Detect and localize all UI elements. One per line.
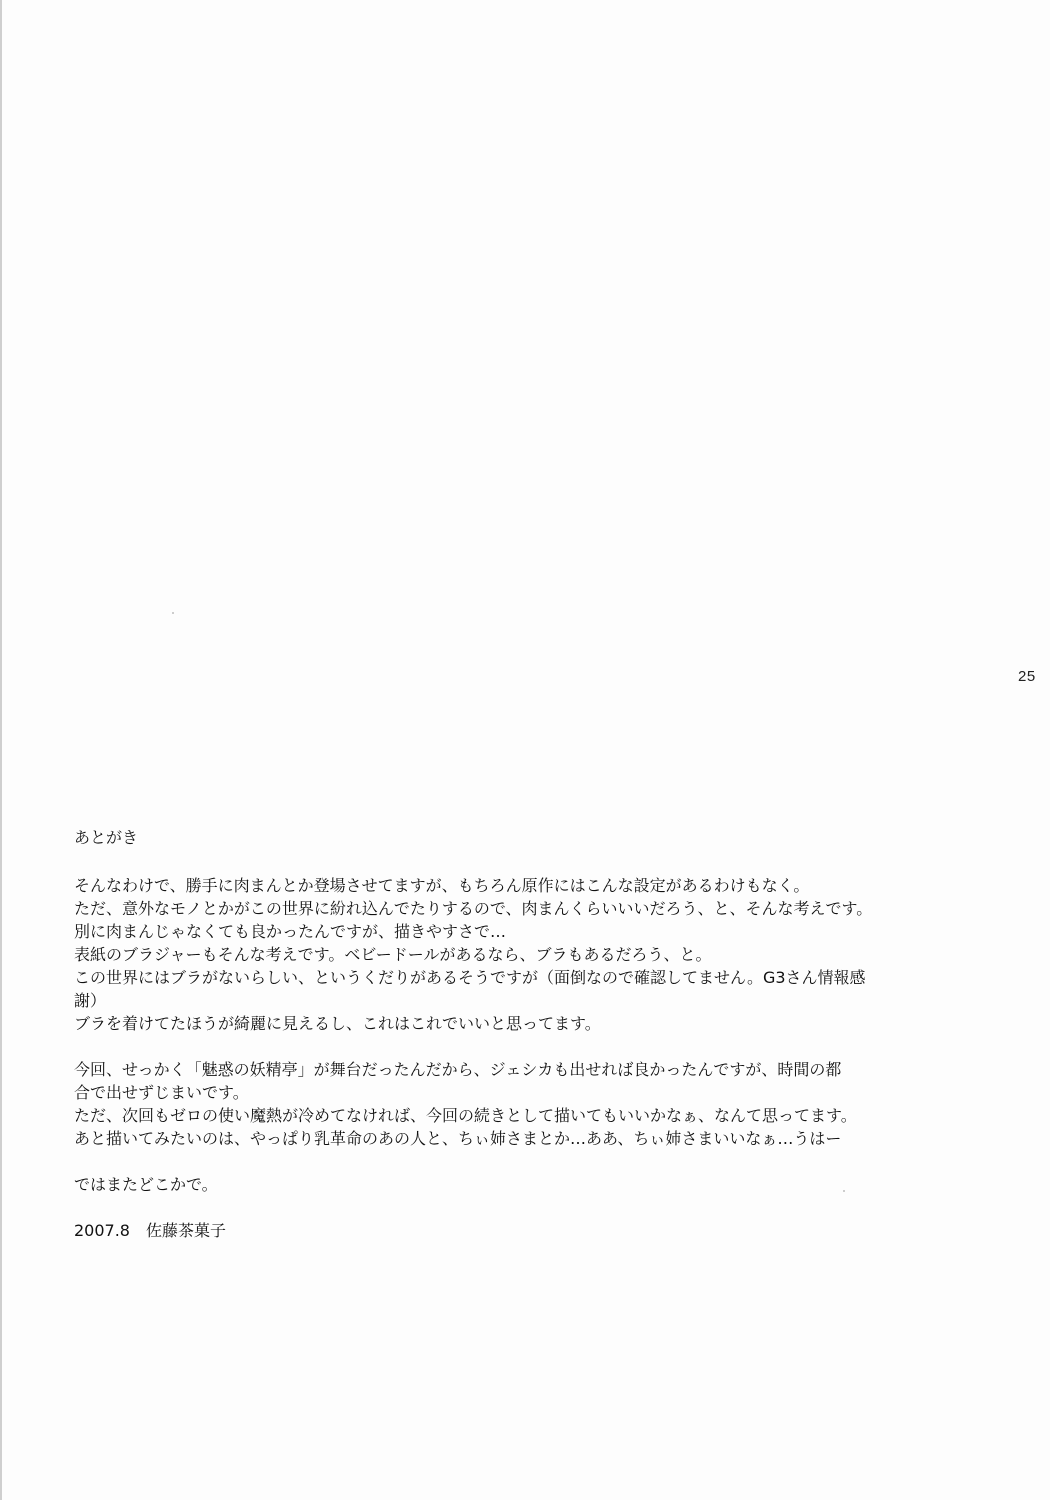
paragraph2-line: ただ、次回もゼロの使い魔熱が冷めてなければ、今回の続きとして描いてもいいかなぁ、なんて思ってます。 xyxy=(74,1106,857,1125)
paragraph1-line: ブラを着けてたほうが綺麗に見えるし、これはこれでいいと思ってます。 xyxy=(74,1014,601,1033)
paragraph1-line: 表紙のブラジャーもそんな考えです。ベビードールがあるなら、ブラもあるだろう、と。 xyxy=(74,945,712,964)
paragraph2-line: 今回、せっかく「魅惑の妖精亭」が舞台だったんだから、ジェシカも出せれば良かったんですが、時間の都 xyxy=(74,1060,842,1079)
scan-edge-line xyxy=(0,0,2,1500)
closing-line: ではまたどこかで。 xyxy=(74,1175,218,1194)
paragraph1-line: 謝） xyxy=(74,991,107,1010)
paragraph1-line: そんなわけで、勝手に肉まんとか登場させてますが、もちろん原作にはこんな設定があるわけもなく。 xyxy=(74,876,810,895)
scan-speck xyxy=(843,1190,845,1192)
page-number: 25 xyxy=(1018,668,1036,685)
paragraph1-line: ただ、意外なモノとかがこの世界に紛れ込んでたりするので、肉まんくらいいいだろう、と、そんな考えです。 xyxy=(74,899,873,918)
afterword-heading: あとがき xyxy=(74,828,139,847)
paragraph2-line: あと描いてみたいのは、やっぱり乳革命のあの人と、ちぃ姉さまとか…ああ、ちぃ姉さまいいなぁ…うはー xyxy=(74,1129,842,1148)
paragraph1-line: この世界にはブラがないらしい、というくだりがあるそうですが（面倒なので確認してません。G3さん情報感 xyxy=(74,968,866,987)
signature-line: 2007.8 佐藤茶菓子 xyxy=(74,1221,226,1240)
paragraph2-line: 合で出せずじまいです。 xyxy=(74,1083,249,1102)
paragraph1-line: 別に肉まんじゃなくても良かったんですが、描きやすさで… xyxy=(74,922,507,941)
scan-speck xyxy=(172,612,174,614)
